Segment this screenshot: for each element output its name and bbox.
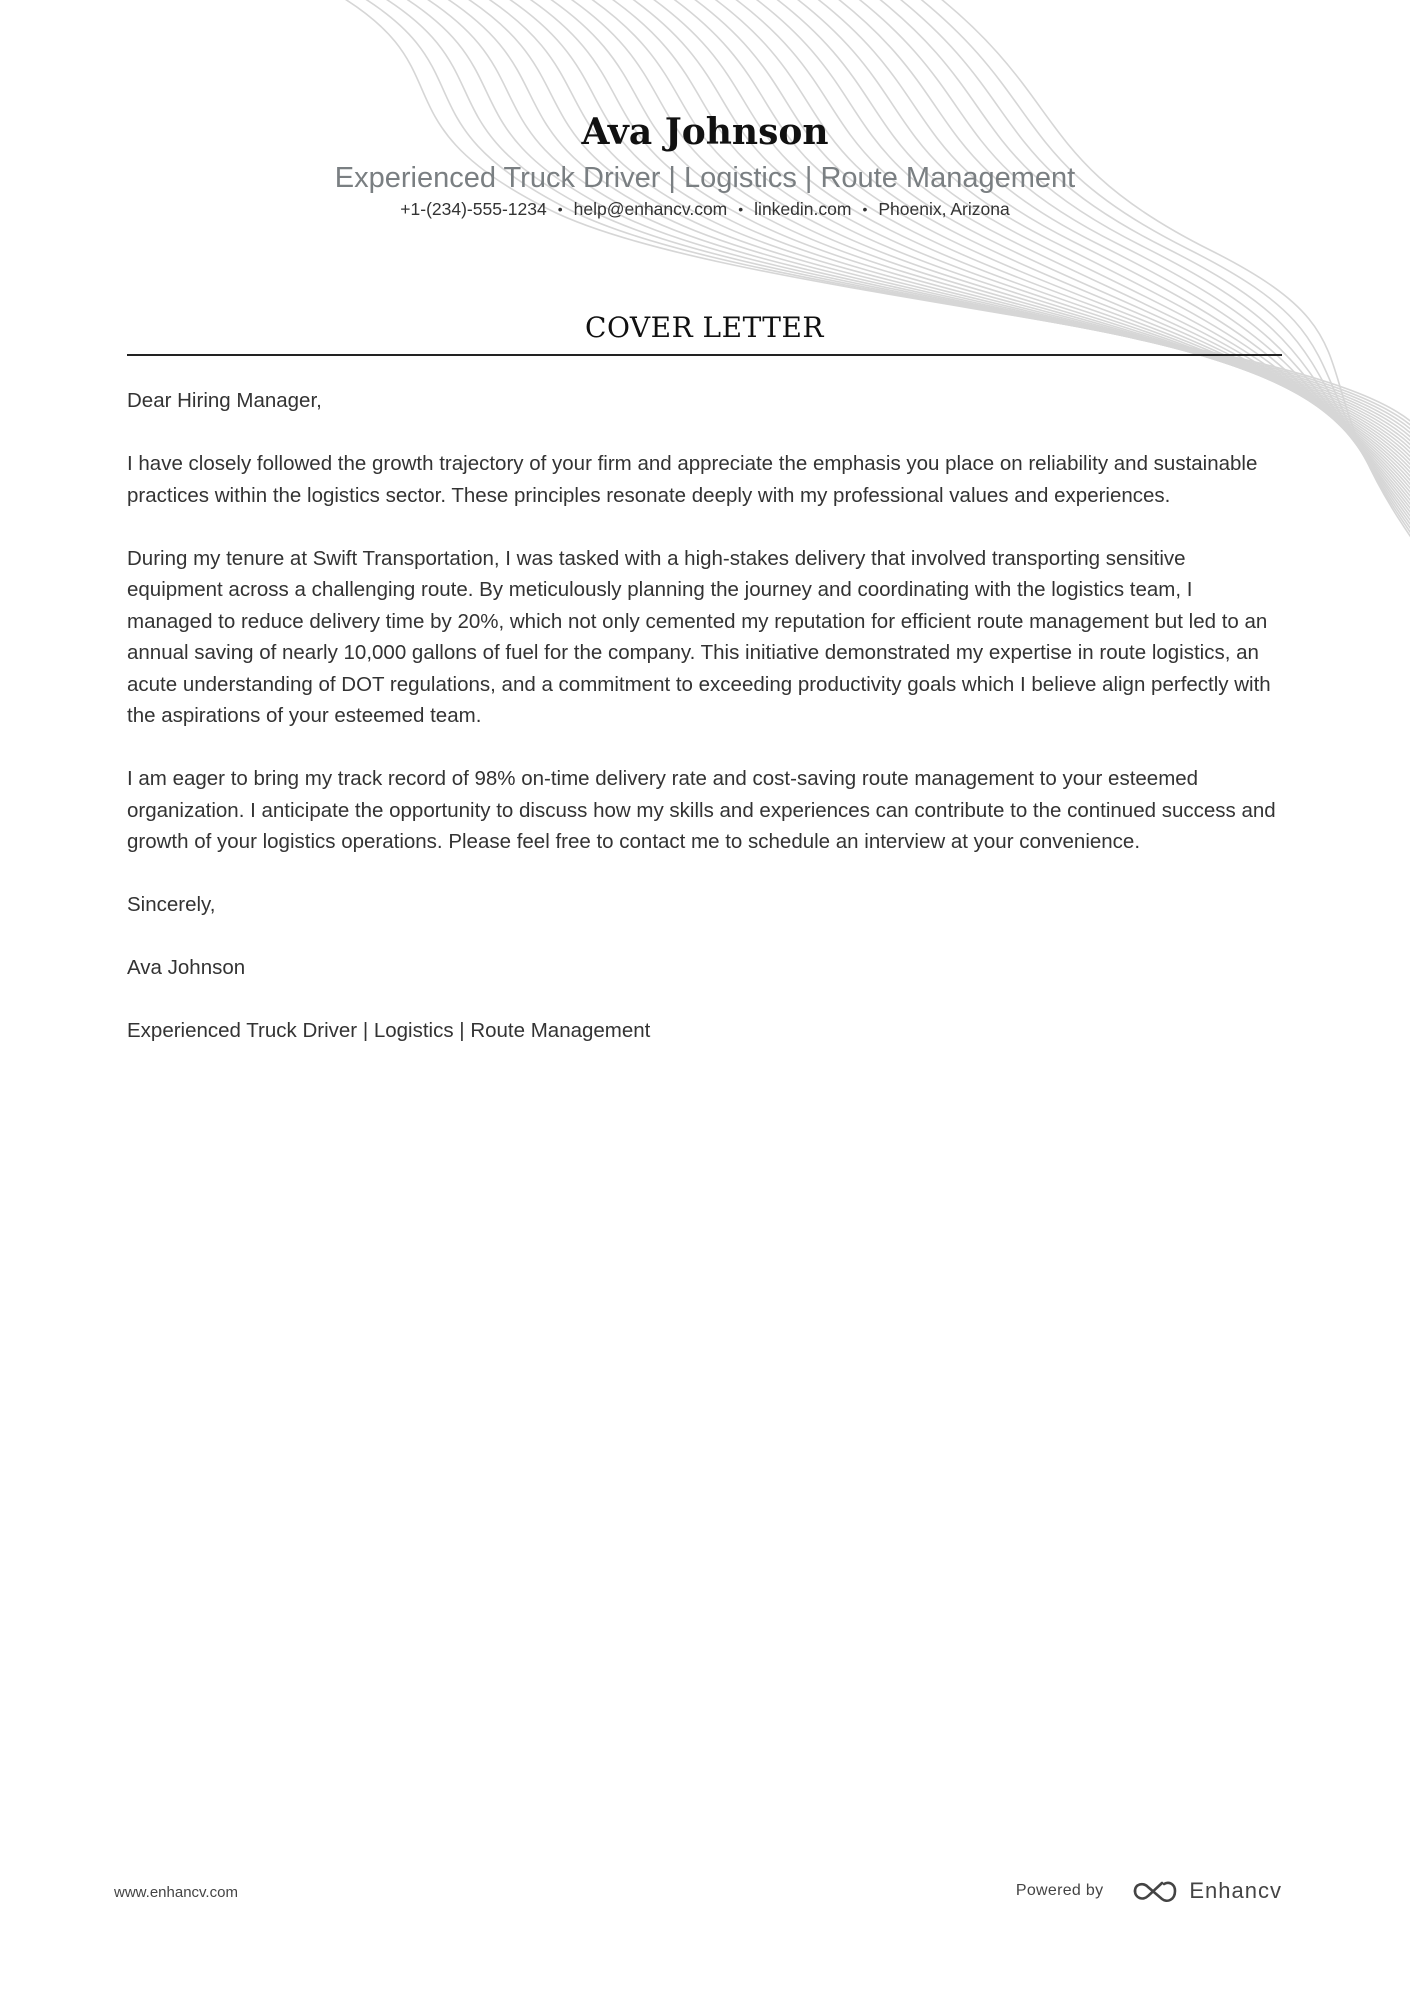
closing: Sincerely, [127,893,216,916]
letter-body [127,385,1282,1078]
contact-line [0,198,1410,220]
header [0,108,1410,220]
location: Phoenix, Arizona [878,199,1010,219]
footer-branding [1016,1878,1282,1904]
letter-paragraph: I am eager to bring my track record of 98% on-time delivery rate and cost-saving route management to your esteemed organization. I anticipate the opportunity to discuss how my skills and experiences can contribute to the continued success and growth of your logistics operations. Please feel free to contact me to schedule an interview at your convenience. [127,767,1276,853]
phone: +1-(234)-555-1234 [400,199,547,219]
footer-website: www.enhancv.com [114,1884,238,1901]
signature-name: Ava Johnson [127,956,246,979]
wave-line [413,0,1410,447]
greeting: Dear Hiring Manager, [127,389,322,412]
letter-paragraph: During my tenure at Swift Transportation, I was tasked with a high-stakes delivery that involved transporting sensitive equipment across a challenging route. By meticulously planning the journey and coordinating with the logistics team, I managed to reduce delivery time by 20%, which not only cemented my reputation for efficient route management but led to an annual saving of nearly 10,000 gallons of fuel for the company. This initiative demonstrated my expertise in route logistics, an acute understanding of DOT regulations, and a commitment to exceeding productivity goals which I believe align perfectly with the aspirations of your esteemed team. [127,546,1271,727]
powered-by-label: Powered by [1015,1882,1104,1899]
wave-line [433,0,1410,451]
separator-dot: • [738,201,744,217]
enhancv-logo-icon [1131,1878,1179,1904]
letter-paragraph: I have closely followed the growth trajectory of your firm and appreciate the emphasis you place on reliability and sustainable practices within the logistics sector. These principles resonate deeply with my professional values and experiences. [127,452,1258,507]
brand-name: Enhancv [1189,1878,1282,1903]
candidate-name: Ava Johnson [581,111,829,153]
separator-dot: • [862,201,868,217]
signature-title: Experienced Truck Driver | Logistics | Route Management [127,1019,651,1042]
candidate-title: Experienced Truck Driver | Logistics | Route Management [334,162,1076,194]
email: help@enhancv.com [573,199,728,219]
section-title: COVER LETTER [585,311,824,344]
separator-dot: • [557,201,563,217]
linkedin: linkedin.com [754,199,852,219]
wave-line [392,0,1410,442]
section-divider [127,354,1282,356]
